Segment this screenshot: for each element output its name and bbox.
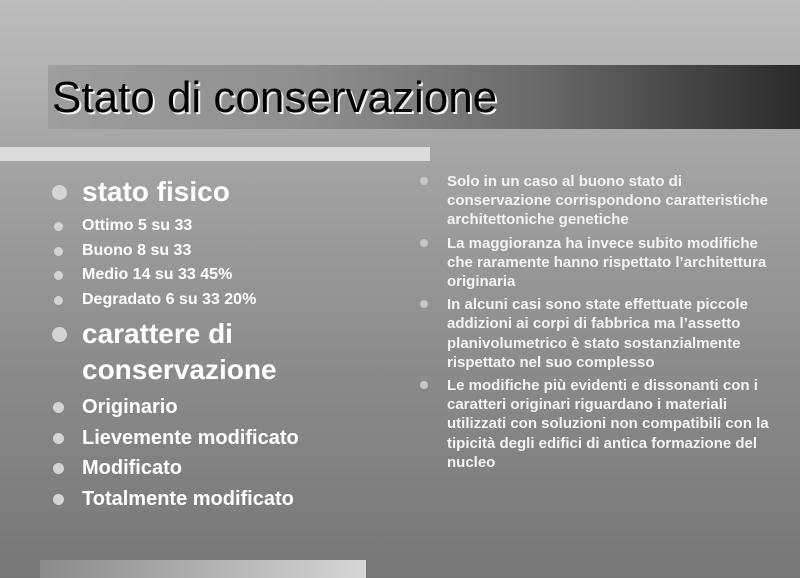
list-item: Lievemente modificato (82, 423, 427, 454)
list-item: Medio 14 su 33 45% (82, 263, 427, 288)
list-item: Le modifiche più evidenti e dissonanti con i caratteri originari riguardano i materiali utilizzati con soluzioni non compatibili con la tipicità degli edifici di antica formazione del nucleo (447, 376, 787, 472)
right-bullet-list (447, 172, 787, 476)
list-item: Modificato (82, 453, 427, 484)
heading-stato-fisico: stato fisico (82, 174, 427, 210)
list-item: Solo in un caso al buono stato di conservazione corrispondono caratteristiche architettoniche genetiche (447, 172, 787, 230)
list-item: La maggioranza ha invece subito modifiche che raramente hanno rispettato l’architettura originaria (447, 234, 787, 292)
list-item: Buono 8 su 33 (82, 239, 427, 264)
heading-carattere-conservazione: carattere di conservazione (82, 316, 427, 388)
list-item: In alcuni casi sono state effettuate piccole addizioni ai corpi di fabbrica ma l’assetto planivolumetrico è stato sostanzialmente rispettato nel suo complesso (447, 295, 787, 372)
list-item: Originario (82, 392, 427, 423)
divider-bar (0, 147, 430, 161)
list-item: Degradato 6 su 33 20% (82, 288, 427, 313)
slide-title: Stato di conservazione (52, 73, 498, 122)
list-item: Totalmente modificato (82, 484, 427, 515)
left-bullet-list (82, 174, 427, 514)
list-item: Ottimo 5 su 33 (82, 214, 427, 239)
bottom-bar (40, 560, 366, 578)
